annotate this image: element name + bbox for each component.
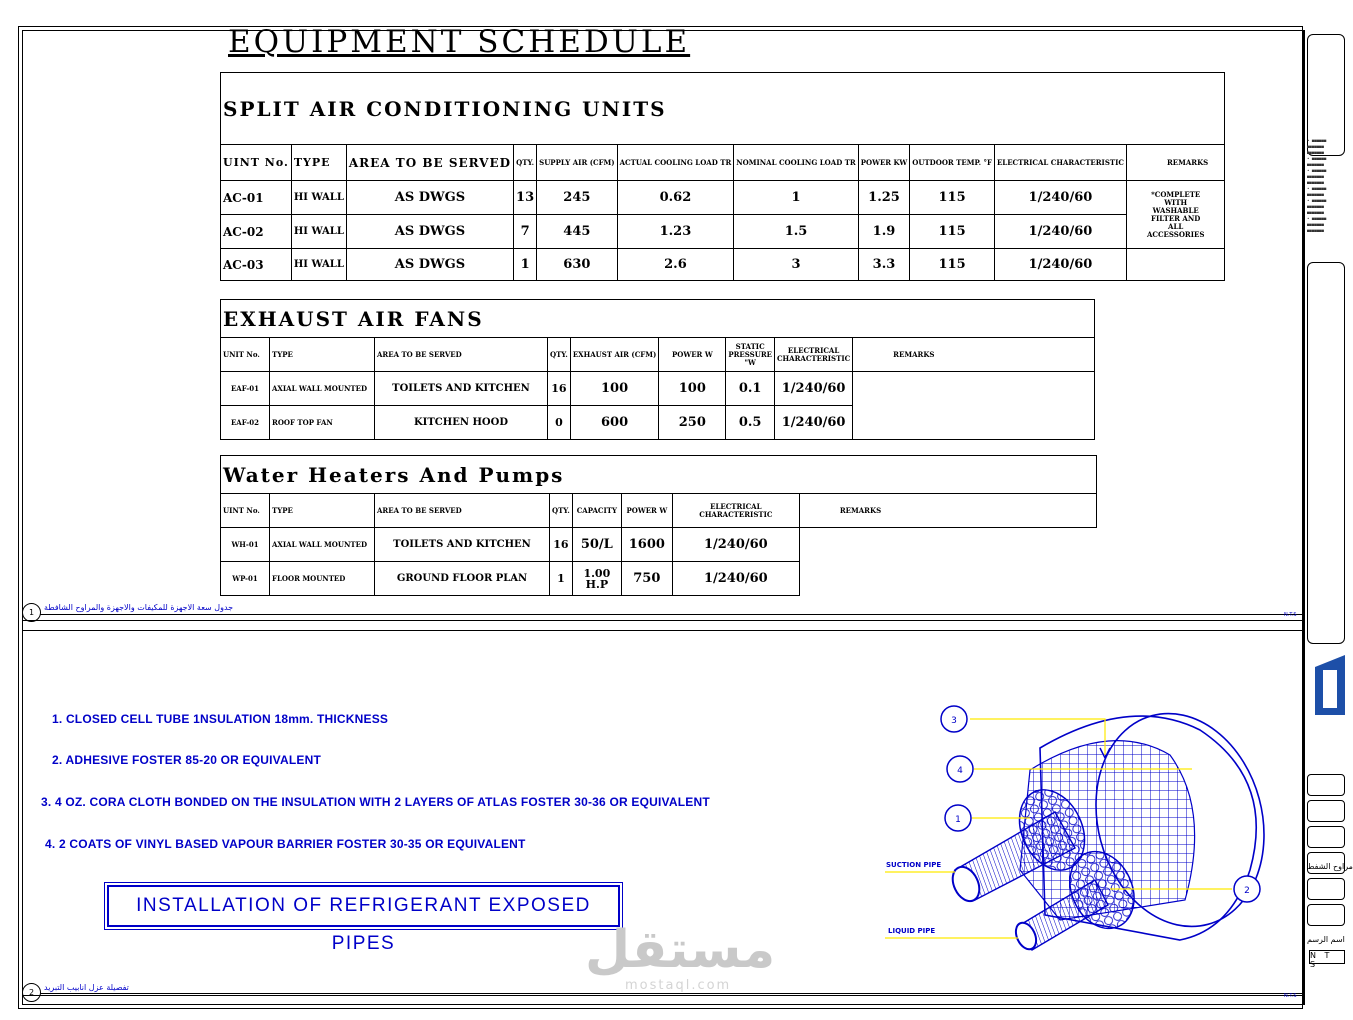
split-r2-unit: AC-02 xyxy=(221,215,292,249)
exh-r2-unit: EAF-02 xyxy=(221,406,270,440)
split-r1-qty: 13 xyxy=(514,181,537,215)
wat-h-area: AREA TO BE SERVED xyxy=(375,494,550,528)
exh-r1-power: 100 xyxy=(659,372,726,406)
wat-h-elec: ELECTRICAL CHARACTERISTIC xyxy=(672,494,799,528)
split-r3-remarks xyxy=(1126,249,1224,281)
split-r2-supply: 445 xyxy=(537,215,617,249)
wat-r2-area: GROUND FLOOR PLAN xyxy=(375,562,550,596)
split-r3-area: AS DWGS xyxy=(346,249,513,281)
exh-h-static: STATIC PRESSURE "W xyxy=(726,338,775,372)
exh-h-elec: ELECTRICAL CHARACTERISTIC xyxy=(774,338,852,372)
exh-h-power: POWER W xyxy=(659,338,726,372)
wat-r2-unit: WP-01 xyxy=(221,562,270,596)
split-r3-power: 3.3 xyxy=(858,249,910,281)
split-r3-nominal: 3 xyxy=(734,249,858,281)
split-r3-elec: 1/240/60 xyxy=(994,249,1126,281)
exh-r1-exhaust: 100 xyxy=(570,372,659,406)
split-r2-actual: 1.23 xyxy=(617,215,734,249)
split-r1-elec: 1/240/60 xyxy=(994,181,1126,215)
exh-r2-type: ROOF TOP FAN xyxy=(270,406,375,440)
split-r2-outdoor: 115 xyxy=(910,215,995,249)
split-r3-outdoor: 115 xyxy=(910,249,995,281)
split-h-actual: ACTUAL COOLING LOAD TR xyxy=(617,145,734,181)
sheet-1-number: 1 xyxy=(22,603,41,622)
wat-h-capacity: CAPACITY xyxy=(572,494,621,528)
tb-cell-5 xyxy=(1307,878,1345,900)
wat-r1-area: TOILETS AND KITCHEN xyxy=(375,528,550,562)
title-block-mid xyxy=(1307,262,1345,644)
exh-r2-elec: 1/240/60 xyxy=(774,406,852,440)
tb-label-1: مراوح الشفط xyxy=(1307,862,1353,871)
note-2: 2. ADHESIVE FOSTER 85-20 OR EQUIVALENT xyxy=(52,753,321,767)
split-r1-type: HI WALL xyxy=(291,181,346,215)
split-r2-qty: 7 xyxy=(514,215,537,249)
exh-r1-type: AXIAL WALL MOUNTED xyxy=(270,372,375,406)
callout-1: 1 xyxy=(955,815,961,825)
exh-remarks xyxy=(853,372,1095,440)
split-r2-nominal: 1.5 xyxy=(734,215,858,249)
suction-pipe-label: SUCTION PIPE xyxy=(886,861,942,869)
exh-h-area: AREA TO BE SERVED xyxy=(375,338,548,372)
exh-h-unit: UNIT No. xyxy=(221,338,270,372)
wat-r2-type: FLOOR MOUNTED xyxy=(270,562,375,596)
exh-h-qty: QTY. xyxy=(548,338,571,372)
installation-title: INSTALLATION OF REFRIGERANT EXPOSED PIPES xyxy=(107,885,620,927)
wat-h-power: POWER W xyxy=(621,494,672,528)
split-h-unit: UINT No. xyxy=(221,145,292,181)
wat-h-unit: UINT No. xyxy=(221,494,270,528)
tb-label-2: اسم الرسم xyxy=(1307,935,1345,944)
split-r1-unit: AC-01 xyxy=(221,181,292,215)
split-remark: *COMPLETE WITH WASHABLE FILTER AND ALL ACCESSORIES xyxy=(1126,181,1224,249)
wat-remarks xyxy=(799,528,1096,596)
exh-r1-static: 0.1 xyxy=(726,372,775,406)
split-r2-area: AS DWGS xyxy=(346,215,513,249)
split-r1-area: AS DWGS xyxy=(346,181,513,215)
company-logo-inner xyxy=(1323,670,1337,708)
split-r1-actual: 0.62 xyxy=(617,181,734,215)
exh-r1-qty: 16 xyxy=(548,372,571,406)
split-r3-qty: 1 xyxy=(514,249,537,281)
exh-r1-area: TOILETS AND KITCHEN xyxy=(375,372,548,406)
liquid-pipe-label: LIQUID PIPE xyxy=(888,927,936,935)
wat-h-type: TYPE xyxy=(270,494,375,528)
exhaust-caption: EXHAUST AIR FANS xyxy=(221,300,1095,338)
exh-r1-unit: EAF-01 xyxy=(221,372,270,406)
exh-r2-static: 0.5 xyxy=(726,406,775,440)
wat-r2-qty: 1 xyxy=(550,562,573,596)
tb-scale: N T S xyxy=(1309,950,1345,964)
split-ac-caption: SPLIT AIR CONDITIONING UNITS xyxy=(221,73,1225,145)
note-1: 1. CLOSED CELL TUBE 1NSULATION 18mm. THICKNESS xyxy=(52,712,389,726)
sheet-divider-2 xyxy=(22,630,1302,631)
callout-4: 4 xyxy=(957,766,963,776)
watermark-url: mostaql.com xyxy=(625,978,732,993)
page-title: EQUIPMENT SCHEDULE xyxy=(228,24,691,60)
split-r2-type: HI WALL xyxy=(291,215,346,249)
split-h-type: TYPE xyxy=(291,145,346,181)
sheet-1-underline xyxy=(40,614,1302,615)
split-r1-nominal: 1 xyxy=(734,181,858,215)
wat-r2-elec: 1/240/60 xyxy=(672,562,799,596)
tb-cell-2 xyxy=(1307,800,1345,822)
tb-cell-1 xyxy=(1307,774,1345,796)
exh-h-remarks: REMARKS xyxy=(853,338,1095,372)
split-h-outdoor: OUTDOOR TEMP. °F xyxy=(910,145,995,181)
note-4: 4. 2 COATS OF VINYL BASED VAPOUR BARRIER FOSTER 30-35 OR EQUIVALENT xyxy=(45,837,526,851)
split-h-remarks: REMARKS xyxy=(1126,145,1224,181)
sheet-2-underline xyxy=(40,993,1302,994)
wat-r1-qty: 16 xyxy=(550,528,573,562)
note-3: 3. 4 OZ. CORA CLOTH BONDED ON THE INSULATION WITH 2 LAYERS OF ATLAS FOSTER 30-36 OR EQUIVALENT xyxy=(41,795,710,809)
callout-2: 2 xyxy=(1244,886,1250,896)
tb-cell-3 xyxy=(1307,826,1345,848)
exh-h-exhaust: EXHAUST AIR (CFM) xyxy=(570,338,659,372)
sheet-divider xyxy=(22,620,1302,621)
exh-r2-power: 250 xyxy=(659,406,726,440)
wat-r1-unit: WH-01 xyxy=(221,528,270,562)
water-heaters-table xyxy=(220,455,1097,596)
sheet-2-scale: N.T.S xyxy=(1284,993,1297,999)
wat-r1-power: 1600 xyxy=(621,528,672,562)
title-block xyxy=(1303,30,1353,1005)
split-r1-power: 1.25 xyxy=(858,181,910,215)
pipe-insulation-diagram xyxy=(880,700,1280,960)
sheet-2-label: تفصيلة عزل انابيب التبريد xyxy=(44,983,129,992)
exh-r2-exhaust: 600 xyxy=(570,406,659,440)
split-h-nominal: NOMINAL COOLING LOAD TR xyxy=(734,145,858,181)
wat-r1-elec: 1/240/60 xyxy=(672,528,799,562)
wat-r2-power: 750 xyxy=(621,562,672,596)
split-r1-outdoor: 115 xyxy=(910,181,995,215)
split-h-elec: ELECTRICAL CHARACTERISTIC xyxy=(994,145,1126,181)
title-block-notes: • ■■■■■■ ■■■■■■■ ■■■■■■■ • ■■■■■■ ■■■■■■■ • ■■■■■■ ■■■■■■■ ■■■■■■■ • ■■■■■■ ■■■■■■■ • ■■■■■■ ■■■■■■■ ■■■■■■■ • ■■■■■■ ■■■■■■■ ■■■■■■■ xyxy=(1307,138,1327,233)
sheet-1-label: جدول سعة الاجهزة للمكيفات والاجهزة والمراوح الشافطة xyxy=(44,603,234,612)
split-h-supply: SUPPLY AIR (CFM) xyxy=(537,145,617,181)
split-r2-power: 1.9 xyxy=(858,215,910,249)
exh-r2-area: KITCHEN HOOD xyxy=(375,406,548,440)
wat-r2-capacity: 1.00 H.P xyxy=(572,562,621,596)
callout-3: 3 xyxy=(951,716,957,726)
split-r3-supply: 630 xyxy=(537,249,617,281)
wat-h-remarks: REMARKS xyxy=(799,494,1096,528)
exhaust-table xyxy=(220,299,1095,440)
split-r2-elec: 1/240/60 xyxy=(994,215,1126,249)
split-r1-supply: 245 xyxy=(537,181,617,215)
exh-r1-elec: 1/240/60 xyxy=(774,372,852,406)
wat-r1-capacity: 50/L xyxy=(572,528,621,562)
water-caption: Water Heaters And Pumps xyxy=(221,456,1097,494)
split-h-qty: QTY. xyxy=(514,145,537,181)
split-ac-table xyxy=(220,72,1225,281)
exh-h-type: TYPE xyxy=(270,338,375,372)
split-r3-unit: AC-03 xyxy=(221,249,292,281)
split-h-area: AREA TO BE SERVED xyxy=(346,145,513,181)
split-h-power: POWER KW xyxy=(858,145,910,181)
sheet-2-number: 2 xyxy=(22,983,41,1002)
split-r3-actual: 2.6 xyxy=(617,249,734,281)
exh-r2-qty: 0 xyxy=(548,406,571,440)
watermark-logo: مستقل xyxy=(585,920,776,980)
tb-cell-6 xyxy=(1307,904,1345,926)
wat-h-qty: QTY. xyxy=(550,494,573,528)
sheet-1-scale: N.T.S xyxy=(1284,612,1297,618)
wat-r1-type: AXIAL WALL MOUNTED xyxy=(270,528,375,562)
bottom-divider xyxy=(22,995,1302,996)
split-r3-type: HI WALL xyxy=(291,249,346,281)
